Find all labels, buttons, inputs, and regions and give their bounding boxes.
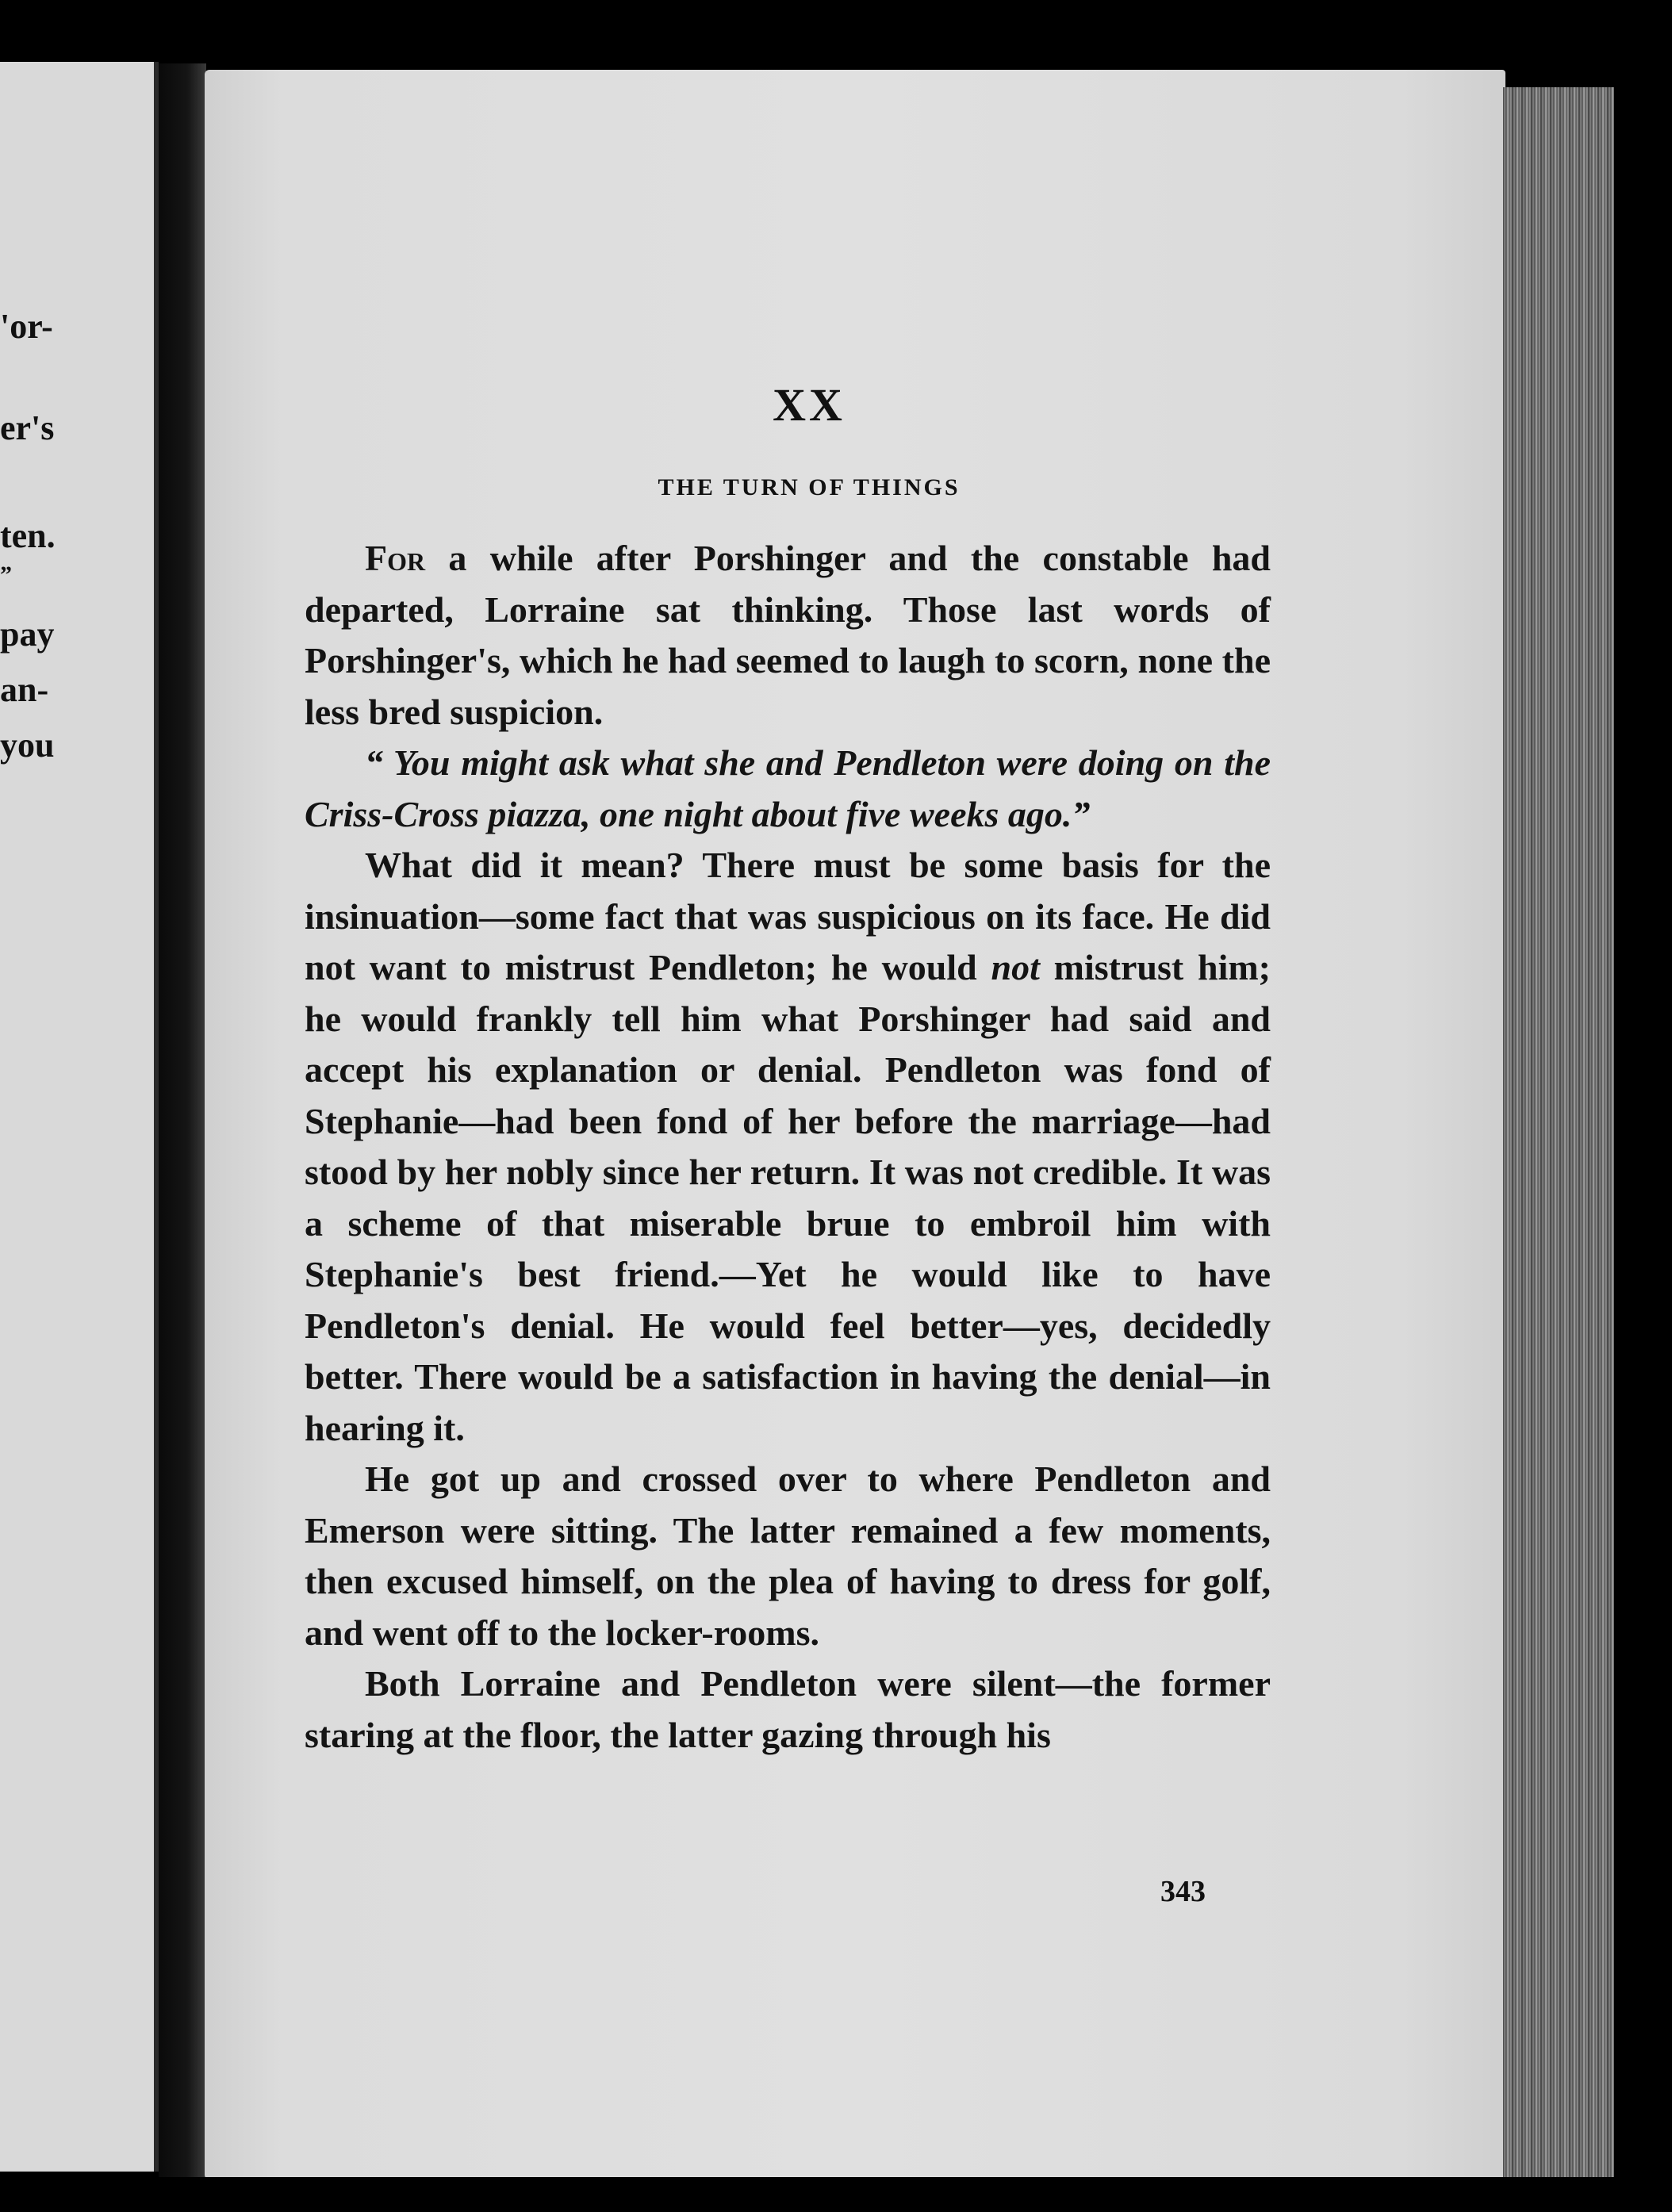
page-number: 343 bbox=[1160, 1875, 1206, 1908]
paragraph-text: What did it mean? There must be some basis for the insinuation—some fact that was suspicious on its face. He did not want to mistrust Pendleton; he would bbox=[305, 845, 1271, 987]
paragraph: He got up and crossed over to where Pendleton and Emerson were sitting. The latter remained a few moments, then excused himself, on the plea of having to dress for golf, and went off to the locker-rooms. bbox=[305, 1459, 1271, 1653]
facing-page-left bbox=[0, 62, 159, 2172]
scan-top-border bbox=[0, 0, 1672, 67]
scan-right-border bbox=[1614, 79, 1672, 2212]
facing-page-fragment: er's bbox=[0, 408, 55, 447]
paragraph-text: mistrust him; he would frankly tell him what Porshinger had said and accept his explanation or denial. Pendleton was fond of Stephanie—had been fond of her before the marriage—had stood by her nobly since her return. It was not credible. It was a scheme of that miserable bruıe to embroil him with Stephanie's best friend.—Yet he would like to have Pendleton's denial. He would feel better—yes, decidedly better. There would be a satisfaction in having the denial—in hearing it. bbox=[305, 947, 1271, 1448]
paragraph-text: a while after Porshinger and the constable had departed, Lorraine sat thinking. Those last words of Porshinger's, which he had seemed to laugh to scorn, none the less bred suspicion. bbox=[305, 538, 1271, 732]
facing-page-fragment: ten. bbox=[0, 516, 56, 555]
chapter-title: THE TURN OF THINGS bbox=[658, 474, 961, 500]
facing-page-fragment: ” bbox=[0, 562, 12, 588]
chapter-number: XX bbox=[773, 379, 846, 431]
paragraph bbox=[305, 533, 1271, 738]
paragraph: Both Lorraine and Pendleton were silent—the former staring at the floor, the latter gazing through his bbox=[305, 1663, 1271, 1755]
paragraph-lead-word: For bbox=[365, 538, 426, 578]
body-text bbox=[305, 533, 1271, 1761]
emphasized-word: not bbox=[991, 947, 1040, 987]
facing-page-fragment: an- bbox=[0, 670, 49, 709]
facing-page-fragment: you bbox=[0, 726, 55, 765]
book-gutter bbox=[159, 63, 206, 2189]
paragraph bbox=[305, 840, 1271, 1454]
scan-bottom-border bbox=[0, 2177, 1672, 2212]
facing-page-fragment: 'or- bbox=[0, 307, 53, 346]
facing-page-fragment: pay bbox=[0, 615, 55, 654]
page-fore-edge bbox=[1503, 87, 1614, 2181]
quoted-paragraph: “ You might ask what she and Pendleton were doing on the Criss-Cross piazza, one night about five weeks ago.” bbox=[305, 742, 1271, 834]
